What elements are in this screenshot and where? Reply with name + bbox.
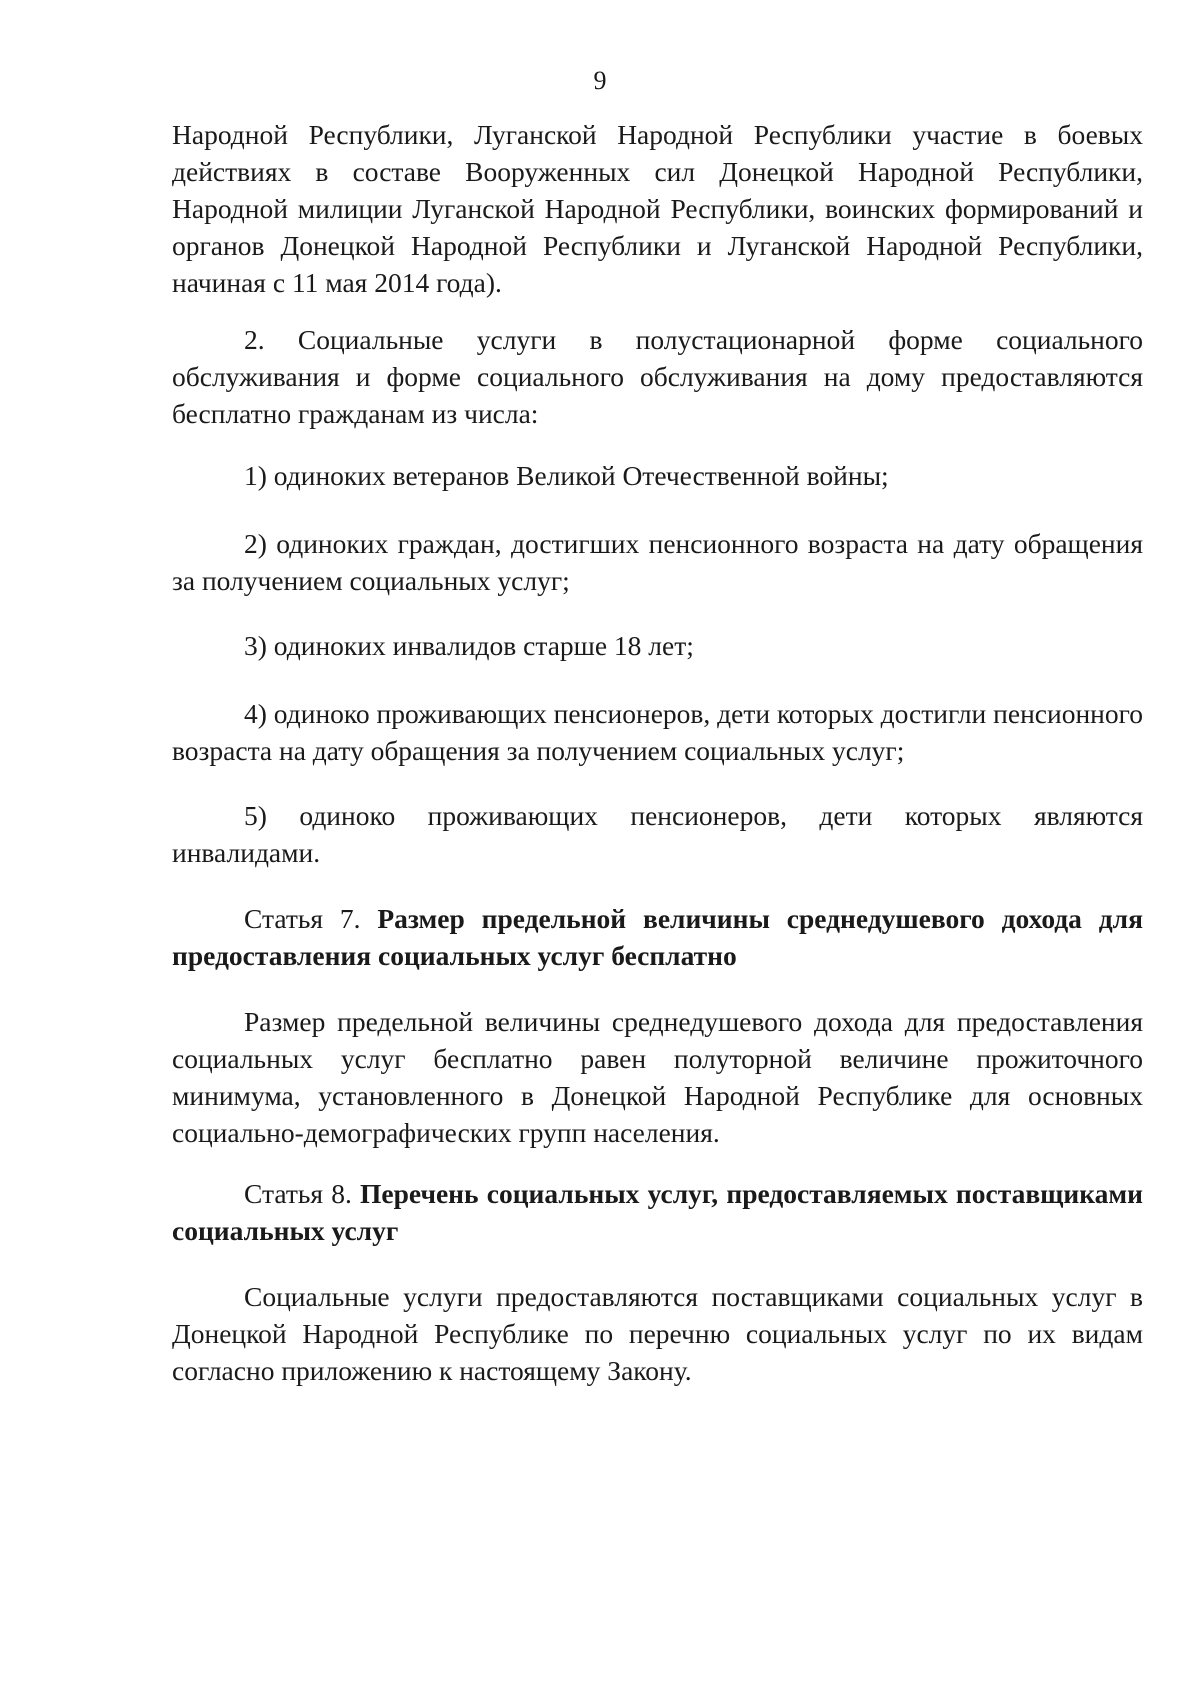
- list-item-3: 3) одиноких инвалидов старше 18 лет;: [244, 630, 694, 661]
- paragraph-point-2: 2. Социальные услуги в полустационарной форме социального обслуживания и форме социального обслуживания на дому предоставляются бесплатно гражданам из числа:: [172, 324, 1143, 429]
- article-7-prefix: Статья 7.: [244, 903, 378, 934]
- paragraph-continuation: Народной Республики, Луганской Народной Республики участие в боевых действиях в составе Вооруженных сил Донецкой Народной Республики, Народной милиции Луганской Народной Республики, воинских формирований и органов Донецкой Народной Республики и Луганской Народной Республики, начиная с 11 мая 2014 года).: [172, 119, 1143, 298]
- page-number: 9: [593, 66, 607, 95]
- article-8-text: Социальные услуги предоставляются поставщиками социальных услуг в Донецкой Народной Республике по перечню социальных услуг по их видам согласно приложению к настоящему Закону.: [172, 1281, 1143, 1386]
- article-8-prefix: Статья 8.: [244, 1178, 361, 1209]
- list-item-5: 5) одиноко проживающих пенсионеров, дети которых являются инвалидами.: [172, 800, 1143, 868]
- article-7-text: Размер предельной величины среднедушевого дохода для предоставления социальных услуг бесплатно равен полуторной величине прожиточного минимума, установленного в Донецкой Народной Республике для основных социально-демографических групп населения.: [172, 1006, 1143, 1148]
- article-7-heading: [172, 900, 1143, 974]
- article-7-title: Размер предельной величины среднедушевого дохода для предоставления социальных услуг бесплатно: [172, 903, 1143, 971]
- article-8-title: Перечень социальных услуг, предоставляемых поставщиками социальных услуг: [172, 1178, 1143, 1246]
- list-item-4: 4) одиноко проживающих пенсионеров, дети которых достигли пенсионного возраста на дату обращения за получением социальных услуг;: [172, 698, 1143, 766]
- list-item-2: 2) одиноких граждан, достигших пенсионного возраста на дату обращения за получением социальных услуг;: [172, 528, 1143, 596]
- list-item-1: 1) одиноких ветеранов Великой Отечественной войны;: [244, 460, 889, 491]
- article-8-heading: [172, 1175, 1143, 1249]
